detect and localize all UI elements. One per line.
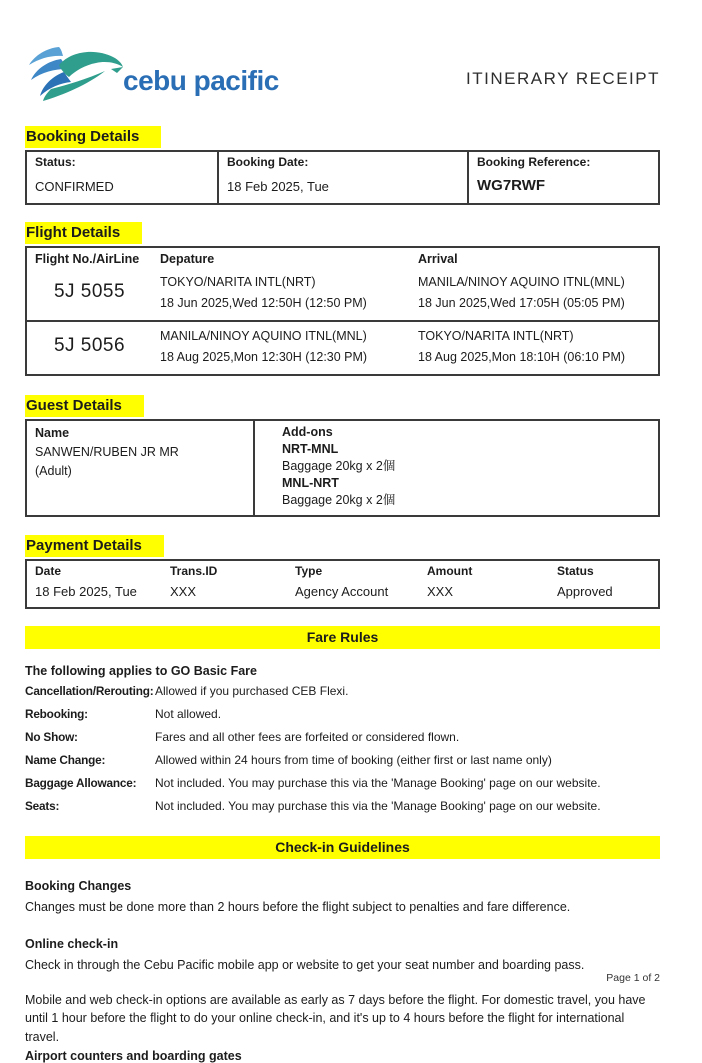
fare-rule-label: No Show: xyxy=(25,730,78,744)
arrival-info xyxy=(410,324,658,368)
guest-type: (Adult) xyxy=(35,464,72,478)
booking-reference-label: Booking Reference: xyxy=(477,155,591,169)
flight-details-table xyxy=(25,246,660,376)
document-title: ITINERARY RECEIPT xyxy=(466,69,660,88)
fare-rule-label: Name Change: xyxy=(25,753,106,767)
checkin-guidelines-banner: Check-in Guidelines xyxy=(25,836,660,859)
flight-row xyxy=(27,320,658,374)
page-number: Page 1 of 2 xyxy=(606,972,660,984)
booking-date-value: 18 Feb 2025, Tue xyxy=(227,179,329,194)
checkin-extra-paragraph: Mobile and web check-in options are available as early as 7 days before the flight. For domestic travel, you have until 1 hour before the flight to do your online check-in, and it's up to 4 hours before the flight for international travel. xyxy=(25,992,646,1044)
fare-rule-text: Fares and all other fees are forfeited or considered flown. xyxy=(155,730,460,744)
fare-rules-list xyxy=(25,684,660,813)
airport-counters-heading: Airport counters and boarding gates xyxy=(25,1048,242,1063)
fare-rule-row xyxy=(25,707,660,721)
addon-item: Baggage 20kg x 2個 xyxy=(282,459,396,473)
brand-wordmark: cebu pacific xyxy=(123,65,279,96)
addon-item: Baggage 20kg x 2個 xyxy=(282,493,396,507)
guest-name-cell xyxy=(27,421,255,515)
arrival-airport: TOKYO/NARITA INTL(NRT) xyxy=(418,329,574,343)
fare-rule-row xyxy=(25,799,660,813)
flight-row xyxy=(27,268,658,320)
online-checkin-text: Check in through the Cebu Pacific mobile app or website to get your seat number and boarding pass. xyxy=(25,957,585,972)
payment-type-label: Type xyxy=(295,564,323,578)
fare-rules-banner: Fare Rules xyxy=(25,626,660,649)
guest-name: SANWEN/RUBEN JR MR xyxy=(35,445,179,459)
departure-info xyxy=(152,270,410,314)
fare-rule-row xyxy=(25,776,660,790)
guest-addons-cell xyxy=(255,421,658,515)
payment-amount-value: XXX xyxy=(427,584,454,599)
departure-time: 18 Aug 2025,Mon 12:30H (12:30 PM) xyxy=(160,350,368,364)
booking-date-label: Booking Date: xyxy=(227,155,309,169)
booking-details-heading: Booking Details xyxy=(25,126,161,148)
fare-rules-intro: The following applies to GO Basic Fare xyxy=(25,664,257,678)
arrival-airport: MANILA/NINOY AQUINO ITNL(MNL) xyxy=(418,275,625,289)
booking-reference-cell xyxy=(467,152,658,203)
payment-type-cell xyxy=(287,561,419,607)
fare-rule-label: Seats: xyxy=(25,799,60,813)
fare-rule-text: Not included. You may purchase this via the 'Manage Booking' page on our website. xyxy=(155,799,601,813)
guest-details-heading: Guest Details xyxy=(25,395,144,417)
eagle-bird-icon xyxy=(25,43,129,105)
cebu-pacific-logo xyxy=(25,43,279,105)
payment-date-value: 18 Feb 2025, Tue xyxy=(35,584,137,599)
addon-route: NRT-MNL xyxy=(282,442,339,456)
payment-date-cell xyxy=(27,561,162,607)
flight-no-column-header: Flight No./AirLine xyxy=(35,252,140,266)
fare-rule-label: Baggage Allowance: xyxy=(25,776,137,790)
fare-rule-text: Not included. You may purchase this via the 'Manage Booking' page on our website. xyxy=(155,776,601,790)
status-value: CONFIRMED xyxy=(35,179,114,194)
booking-date-cell xyxy=(217,152,467,203)
booking-changes-text: Changes must be done more than 2 hours before the flight subject to penalties and fare difference. xyxy=(25,900,571,914)
flight-number: 5J 5056 xyxy=(53,335,126,356)
payment-amount-label: Amount xyxy=(427,564,473,578)
addons-label: Add-ons xyxy=(282,425,333,439)
departure-column-header: Depature xyxy=(160,252,215,266)
payment-transid-cell xyxy=(162,561,287,607)
status-label: Status: xyxy=(35,155,76,169)
fare-rule-text: Allowed if you purchased CEB Flexi. xyxy=(155,684,349,698)
fare-rule-label: Rebooking: xyxy=(25,707,88,721)
departure-airport: MANILA/NINOY AQUINO ITNL(MNL) xyxy=(160,329,367,343)
departure-airport: TOKYO/NARITA INTL(NRT) xyxy=(160,275,316,289)
payment-details-section xyxy=(25,535,660,609)
payment-transid-value: XXX xyxy=(170,584,197,599)
departure-time: 18 Jun 2025,Wed 12:50H (12:50 PM) xyxy=(160,296,367,310)
payment-status-value: Approved xyxy=(557,584,613,599)
booking-status-cell xyxy=(27,152,217,203)
payment-date-label: Date xyxy=(35,564,62,578)
flight-table-header xyxy=(27,248,658,268)
payment-amount-cell xyxy=(419,561,549,607)
arrival-info xyxy=(410,270,658,314)
flight-details-section xyxy=(25,222,660,376)
payment-status-cell xyxy=(549,561,658,607)
fare-rule-row xyxy=(25,684,660,698)
arrival-time: 18 Jun 2025,Wed 17:05H (05:05 PM) xyxy=(418,296,625,310)
fare-rule-row xyxy=(25,730,660,744)
payment-details-table xyxy=(25,559,660,609)
departure-info xyxy=(152,324,410,368)
booking-details-section xyxy=(25,126,660,205)
fare-rule-row xyxy=(25,753,660,767)
guest-details-section xyxy=(25,395,660,517)
flight-details-heading: Flight Details xyxy=(25,222,142,244)
header xyxy=(25,0,660,104)
online-checkin-heading: Online check-in xyxy=(25,936,119,951)
booking-reference-value: WG7RWF xyxy=(477,177,546,194)
arrival-column-header: Arrival xyxy=(418,252,458,266)
booking-details-table xyxy=(25,150,660,205)
name-label: Name xyxy=(35,426,70,440)
fare-rule-text: Not allowed. xyxy=(155,707,222,721)
addon-route: MNL-NRT xyxy=(282,476,339,490)
booking-changes-heading: Booking Changes xyxy=(25,879,132,893)
payment-status-label: Status xyxy=(557,564,594,578)
fare-rule-label: Cancellation/Rerouting: xyxy=(25,684,154,698)
flight-number: 5J 5055 xyxy=(53,281,126,302)
fare-rule-text: Allowed within 24 hours from time of booking (either first or last name only) xyxy=(155,753,552,767)
arrival-time: 18 Aug 2025,Mon 18:10H (06:10 PM) xyxy=(418,350,626,364)
payment-details-heading: Payment Details xyxy=(25,535,164,557)
payment-transid-label: Trans.ID xyxy=(170,564,218,578)
guest-details-table xyxy=(25,419,660,517)
payment-type-value: Agency Account xyxy=(295,584,389,599)
